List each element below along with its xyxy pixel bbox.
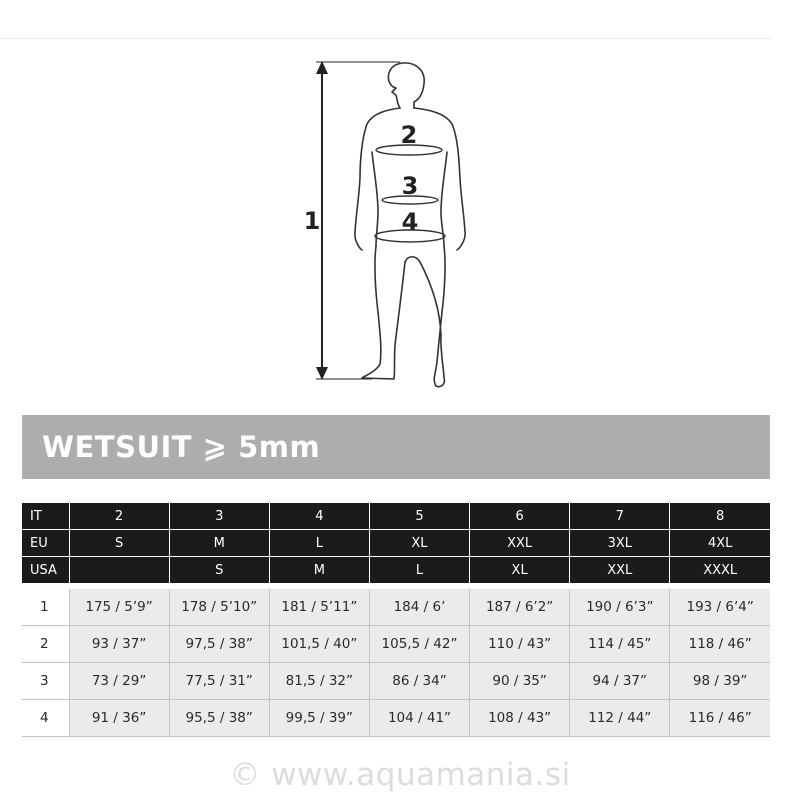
table-cell: 97,5 / 38” [169, 626, 269, 663]
height-arrow [316, 61, 400, 380]
header-cell: S [169, 557, 269, 587]
table-cell: 108 / 43” [470, 700, 570, 737]
table-cell: 178 / 5’10” [169, 586, 269, 626]
table-cell: 86 / 34” [369, 663, 469, 700]
measurement-number: 2 [22, 626, 69, 663]
figure-label-4: 4 [401, 208, 419, 236]
header-row [22, 503, 770, 530]
table-cell: 187 / 6’2” [470, 586, 570, 626]
header-cell: M [169, 530, 269, 557]
title-banner [22, 415, 770, 479]
header-cell: XXXL [670, 557, 770, 587]
table-cell: 193 / 6’4” [670, 586, 770, 626]
size-chart-table [22, 503, 770, 737]
table-cell: 116 / 46” [670, 700, 770, 737]
measurement-number: 4 [22, 700, 69, 737]
table-cell: 181 / 5’11” [269, 586, 369, 626]
measurement-number: 3 [22, 663, 69, 700]
table-cell: 110 / 43” [470, 626, 570, 663]
table-cell: 99,5 / 39” [269, 700, 369, 737]
table-row [22, 663, 770, 700]
table-cell: 73 / 29” [69, 663, 169, 700]
table-cell: 94 / 37” [570, 663, 670, 700]
header-row [22, 557, 770, 587]
table-cell: 175 / 5’9” [69, 586, 169, 626]
header-cell: 6 [470, 503, 570, 530]
figure-label-1: 1 [303, 207, 321, 235]
header-cell: XL [369, 530, 469, 557]
page-title: WETSUIT ⩾ 5mm [42, 430, 321, 464]
measurement-number: 1 [22, 586, 69, 626]
table-row [22, 586, 770, 626]
table-cell: 104 / 41” [369, 700, 469, 737]
header-cell: 8 [670, 503, 770, 530]
header-cell: 3XL [570, 530, 670, 557]
table-row [22, 700, 770, 737]
header-cell: L [369, 557, 469, 587]
header-cell: M [269, 557, 369, 587]
header-cell: 7 [570, 503, 670, 530]
header-cell: 4XL [670, 530, 770, 557]
table-cell: 81,5 / 32” [269, 663, 369, 700]
table-cell: 101,5 / 40” [269, 626, 369, 663]
header-row [22, 530, 770, 557]
table-cell: 114 / 45” [570, 626, 670, 663]
table-cell: 112 / 44” [570, 700, 670, 737]
header-cell: XXL [570, 557, 670, 587]
header-cell [69, 557, 169, 587]
header-cell: 5 [369, 503, 469, 530]
header-cell: S [69, 530, 169, 557]
header-cell: 4 [269, 503, 369, 530]
header-cell: XL [470, 557, 570, 587]
header-cell: 3 [169, 503, 269, 530]
table-cell: 98 / 39” [670, 663, 770, 700]
watermark: © www.aquamania.si [229, 757, 571, 793]
table-cell: 95,5 / 38” [169, 700, 269, 737]
table-cell: 91 / 36” [69, 700, 169, 737]
table-cell: 105,5 / 42” [369, 626, 469, 663]
table-cell: 77,5 / 31” [169, 663, 269, 700]
header-cell: XXL [470, 530, 570, 557]
figure-label-2: 2 [400, 121, 418, 149]
table-cell: 118 / 46” [670, 626, 770, 663]
figure-label-3: 3 [401, 172, 419, 200]
header-row-label: USA [22, 557, 69, 587]
table-cell: 93 / 37” [69, 626, 169, 663]
header-row-label: EU [22, 530, 69, 557]
header-row-label: IT [22, 503, 69, 530]
table-cell: 190 / 6’3” [570, 586, 670, 626]
table-row [22, 626, 770, 663]
header-cell: 2 [69, 503, 169, 530]
table-cell: 90 / 35” [470, 663, 570, 700]
table-cell: 184 / 6’ [369, 586, 469, 626]
header-cell: L [269, 530, 369, 557]
